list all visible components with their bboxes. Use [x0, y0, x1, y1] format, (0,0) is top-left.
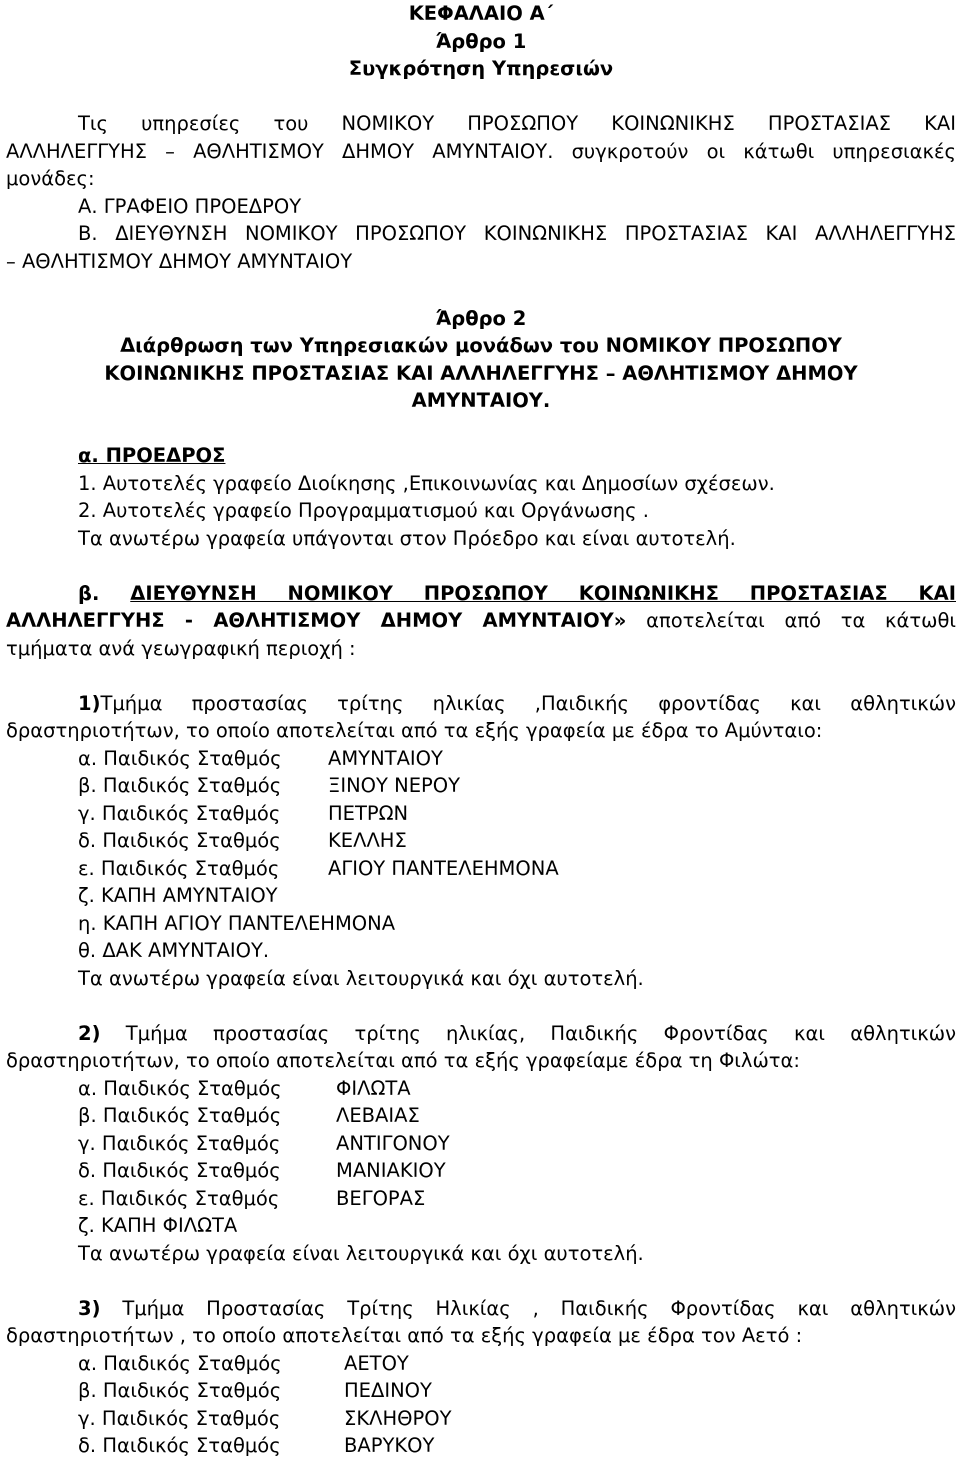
article1-unit-b-line1: Β. ΔΙΕΥΘΥΝΣΗ ΝΟΜΙΚΟΥ ΠΡΟΣΩΠΟΥ ΚΟΙΝΩΝΙΚΗΣ ΠΡΟΣΤΑΣΙΑΣ ΚΑΙ ΑΛΛΗΛΕΓΓΥΗΣ — [78, 222, 956, 245]
dept2-note: Τα ανωτέρω γραφεία είναι λειτουργικά και όχι αυτοτελή. — [78, 1241, 644, 1265]
dept2-item — [6, 1075, 956, 1103]
dept2-item-label: β. Παιδικός Σταθμός — [78, 1104, 282, 1127]
dept3-line2: δραστηριοτήτων , το οποίο αποτελείται από τα εξής γραφεία με έδρα τον Αετό : — [6, 1324, 803, 1347]
dept1-item-label: δ. Παιδικός Σταθμός — [78, 829, 281, 852]
article2-subtitle-line2: ΚΟΙΝΩΝΙΚΗΣ ΠΡΟΣΤΑΣΙΑΣ ΚΑΙ ΑΛΛΗΛΕΓΓΥΗΣ – ΑΘΛΗΤΙΣΜΟΥ ΔΗΜΟΥ — [104, 361, 858, 385]
section-b-heading-rest: αποτελείται από τα κάτωθι — [626, 609, 956, 632]
dept3-item-place: ΠΕΔΙΝΟΥ — [344, 1379, 432, 1402]
article1-intro-line1: Τις υπηρεσίες του ΝΟΜΙΚΟΥ ΠΡΟΣΩΠΟΥ ΚΟΙΝΩΝΙΚΗΣ ΠΡΟΣΤΑΣΙΑΣ ΚΑΙ — [78, 112, 956, 135]
dept1-item — [6, 745, 956, 773]
dept2-item — [6, 1157, 956, 1185]
dept1-line2: δραστηριοτήτων, το οποίο αποτελείται από τα εξής γραφεία με έδρα το Αμύνταιο: — [6, 719, 823, 742]
section-a-item-2: 2. Αυτοτελές γραφείο Προγραμματισμού και Οργάνωσης . — [78, 499, 649, 522]
dept2-item — [6, 1130, 956, 1158]
dept3-item-place: ΑΕΤΟΥ — [344, 1351, 409, 1375]
section-b-heading-text: ΔΙΕΥΘΥΝΣΗ ΝΟΜΙΚΟΥ ΠΡΟΣΩΠΟΥ ΚΟΙΝΩΝΙΚΗΣ ΠΡΟΣΤΑΣΙΑΣ ΚΑΙ — [130, 581, 956, 605]
article2-title: Άρθρο 2 — [435, 306, 527, 330]
dept2-item-place: ΜΑΝΙΑΚΙΟΥ — [336, 1159, 446, 1182]
dept3-item — [6, 1405, 956, 1433]
dept2-number: 2) — [78, 1021, 101, 1045]
dept1-extra-2: η. ΚΑΠΗ ΑΓΙΟΥ ΠΑΝΤΕΛΕΗΜΟΝΑ — [78, 911, 396, 935]
dept3-line1-text: Τμήμα Προστασίας Τρίτης Ηλικίας , Παιδικής Φροντίδας και αθλητικών — [100, 1296, 956, 1320]
dept2-line2: δραστηριοτήτων, το οποίο αποτελείται από τα εξής γραφείαμε έδρα τη Φιλώτα: — [6, 1049, 800, 1072]
dept2-item — [6, 1102, 956, 1130]
dept1-item — [6, 827, 956, 855]
dept1-item-place: ΞΙΝΟΥ ΝΕΡΟΥ — [328, 774, 461, 797]
dept1-item-label: γ. Παιδικός Σταθμός — [78, 801, 281, 825]
dept2-extra-1: ζ. ΚΑΠΗ ΦΙΛΩΤΑ — [78, 1214, 238, 1237]
dept3-number: 3) — [78, 1296, 101, 1320]
article2-subtitle-line3: ΑΜΥΝΤΑΙΟΥ. — [411, 389, 551, 412]
section-b-heading-bold: ΑΛΛΗΛΕΓΓΥΗΣ - ΑΘΛΗΤΙΣΜΟΥ ΔΗΜΟΥ ΑΜΥΝΤΑΙΟΥ» — [6, 609, 627, 632]
section-b-heading-line3: τμήματα ανά γεωγραφική περιοχή : — [6, 636, 356, 660]
chapter-title: ΚΕΦΑΛΑΙΟ Α΄ — [408, 2, 554, 25]
dept3-item-label: β. Παιδικός Σταθμός — [78, 1379, 282, 1402]
dept3-item-label: α. Παιδικός Σταθμός — [78, 1351, 282, 1375]
dept2-item-label: γ. Παιδικός Σταθμός — [78, 1131, 281, 1155]
section-b-heading-line1 — [6, 580, 956, 608]
document-page — [6, 0, 956, 1460]
dept1-item-place: ΠΕΤΡΩΝ — [328, 801, 409, 825]
dept2-line1 — [6, 1020, 956, 1048]
dept1-extra-1: ζ. ΚΑΠΗ ΑΜΥΝΤΑΙΟΥ — [78, 884, 278, 907]
dept1-item-place: ΑΓΙΟΥ ΠΑΝΤΕΛΕΗΜΟΝΑ — [328, 856, 559, 880]
dept2-item — [6, 1185, 956, 1213]
dept2-item-place: ΒΕΓΟΡΑΣ — [336, 1186, 426, 1210]
dept1-line1 — [6, 690, 956, 718]
dept2-item-label: ε. Παιδικός Σταθμός — [78, 1186, 280, 1210]
dept1-item-label: β. Παιδικός Σταθμός — [78, 774, 282, 797]
dept1-item-label: α. Παιδικός Σταθμός — [78, 746, 282, 770]
article1-intro-line3: μονάδες: — [6, 167, 95, 190]
dept2-item-place: ΛΕΒΑΙΑΣ — [336, 1104, 420, 1127]
section-b-heading-line2 — [6, 607, 956, 635]
dept3-item-place: ΣΚΛΗΘΡΟΥ — [344, 1406, 452, 1430]
dept3-item-label: δ. Παιδικός Σταθμός — [78, 1434, 281, 1457]
dept3-item-label: γ. Παιδικός Σταθμός — [78, 1406, 281, 1430]
section-a-heading — [6, 442, 956, 470]
dept2-line1-text: Τμήμα προστασίας τρίτης ηλικίας, Παιδικής Φροντίδας και αθλητικών — [100, 1021, 956, 1045]
dept1-item-label: ε. Παιδικός Σταθμός — [78, 856, 280, 880]
dept3-item — [6, 1350, 956, 1378]
dept3-line1 — [6, 1295, 956, 1323]
dept1-item-place: ΑΜΥΝΤΑΙΟΥ — [328, 746, 443, 770]
dept2-item-label: α. Παιδικός Σταθμός — [78, 1076, 282, 1100]
dept1-item — [6, 800, 956, 828]
dept1-item-place: ΚΕΛΛΗΣ — [328, 829, 407, 852]
article1-title: Άρθρο 1 — [435, 29, 527, 53]
article1-intro-line2: ΑΛΛΗΛΕΓΓΥΗΣ – ΑΘΛΗΤΙΣΜΟΥ ΔΗΜΟΥ ΑΜΥΝΤΑΙΟΥ. συγκροτούν οι κάτωθι υπηρεσιακές — [6, 139, 956, 163]
dept1-line1-text: Τμήμα προστασίας τρίτης ηλικίας ,Παιδικής φροντίδας και αθλητικών — [100, 691, 956, 715]
section-b-prefix: β. — [78, 581, 100, 605]
dept3-item — [6, 1432, 956, 1460]
dept1-extra-3: θ. ΔΑΚ ΑΜΥΝΤΑΙΟΥ. — [78, 939, 270, 962]
dept1-note: Τα ανωτέρω γραφεία είναι λειτουργικά και όχι αυτοτελή. — [78, 966, 644, 990]
article1-unit-b-line2: – ΑΘΛΗΤΙΣΜΟΥ ΔΗΜΟΥ ΑΜΥΝΤΑΙΟΥ — [6, 249, 353, 273]
section-a-heading-text: α. ΠΡΟΕΔΡΟΣ — [78, 444, 226, 467]
dept3-item-place: ΒΑΡΥΚΟΥ — [344, 1434, 435, 1457]
dept2-item-place: ΦΙΛΩΤΑ — [336, 1076, 411, 1100]
dept3-item — [6, 1377, 956, 1405]
dept2-item-place: ΑΝΤΙΓΟΝΟΥ — [336, 1131, 450, 1155]
dept1-item — [6, 855, 956, 883]
article1-unit-a: Α. ΓΡΑΦΕΙΟ ΠΡΟΕΔΡΟΥ — [78, 194, 302, 218]
article1-subtitle: Συγκρότηση Υπηρεσιών — [348, 57, 614, 80]
section-a-note: Τα ανωτέρω γραφεία υπάγονται στον Πρόεδρο και είναι αυτοτελή. — [78, 526, 736, 550]
section-a-item-1: 1. Αυτοτελές γραφείο Διοίκησης ,Επικοινωνίας και Δημοσίων σχέσεων. — [78, 471, 775, 495]
article2-subtitle-line1: Διάρθρωση των Υπηρεσιακών μονάδων του ΝΟΜΙΚΟΥ ΠΡΟΣΩΠΟΥ — [120, 334, 842, 357]
dept1-item — [6, 772, 956, 800]
dept2-item-label: δ. Παιδικός Σταθμός — [78, 1159, 281, 1182]
dept1-number: 1) — [78, 691, 101, 715]
